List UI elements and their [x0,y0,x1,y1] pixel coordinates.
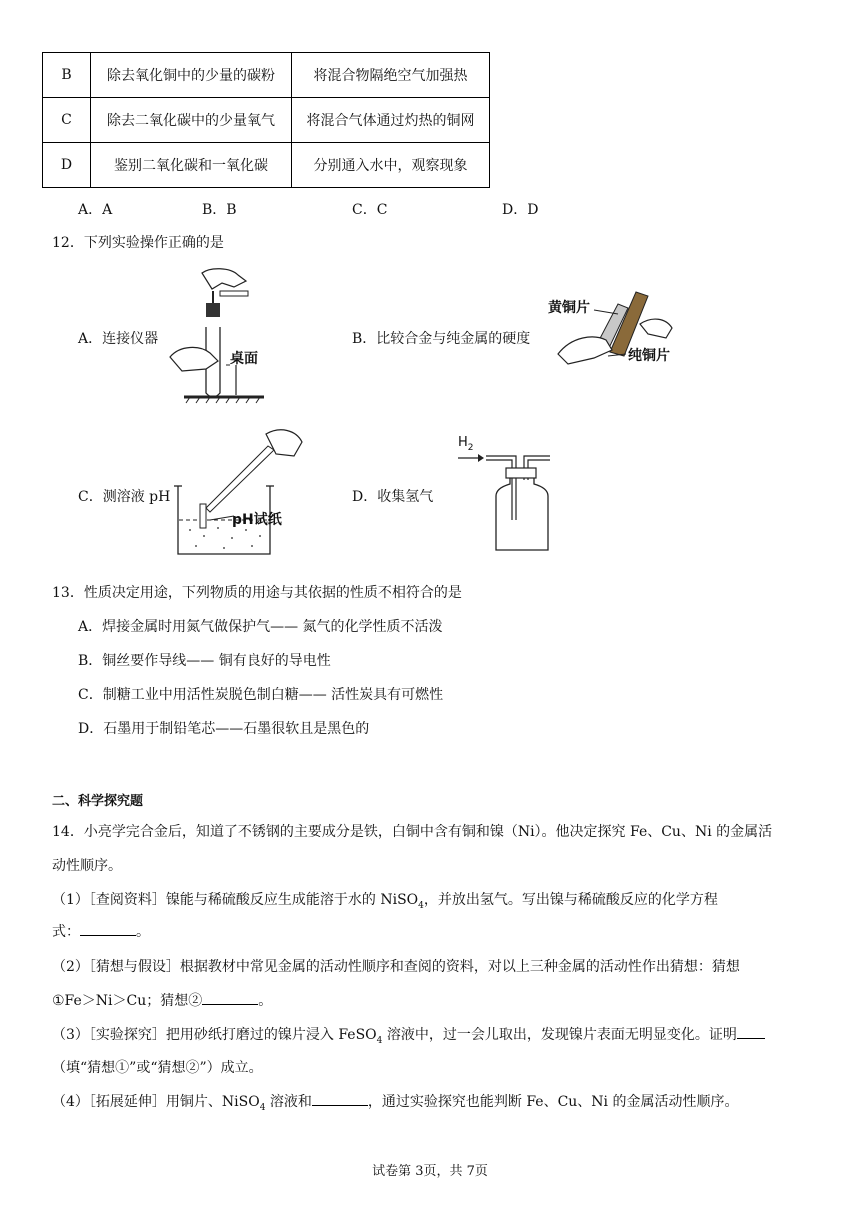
hardness-compare-figure [548,284,678,374]
q14-line-2: 动性顺序。 [52,858,122,874]
table-row [43,143,490,188]
q14-part-2-cont: ①Fe＞Ni＞Cu；猜想② 。 [52,993,273,1009]
q11-choice-a: A．A [78,202,113,218]
q14-part-3: （3）［实验探究］把用砂纸打磨过的镍片浸入 FeSO$_4$ 溶液中，过一会儿取出，发现镍片表面无明显变化。证明 [52,1024,765,1046]
ph-paper-label: pH试纸 [232,512,282,528]
table-surface-label: 桌面 [230,351,258,367]
q14-part-2: （2）［猜想与假设］根据教材中常见金属的活动性顺序和查阅的资料，对以上三种金属的活动性作出猜想：猜想 [52,959,740,975]
table-cell: 分别通入水中，观察现象 [292,143,490,188]
copper-label: 纯铜片 [628,348,670,364]
q13-stem: 13．性质决定用途，下列物质的用途与其依据的性质不相符合的是 [52,585,462,601]
answer-blank[interactable] [202,1003,258,1005]
q11-choice-d: D．D [502,202,539,218]
q14-part-1-answer: 式： 。 [52,924,150,940]
hydrogen-label: $H_2$ [458,435,474,453]
q14-part-1: （1）［查阅资料］镍能与稀硫酸反应生成能溶于水的 NiSO$_4$，并放出氢气。写出镍与稀硫酸反应的化学方程 [52,892,718,911]
q14-part-3-cont: （填“猜想①”或“猜想②”）成立。 [52,1060,263,1076]
q14-line-1: 14．小亮学完合金后，知道了不锈钢的主要成分是铁，白铜中含有铜和镍（Ni）。他决定探究 Fe、Cu、Ni 的金属活 [52,824,773,840]
q12-option-c: C．测溶液 pH [78,489,171,505]
collect-hydrogen-figure [454,432,558,556]
table-cell: D [43,143,91,188]
answer-blank[interactable] [80,934,136,936]
table-cell: 除去二氧化碳中的少量氧气 [91,98,292,143]
q12-stem: 12．下列实验操作正确的是 [52,235,224,251]
q13-option-b: B．铜丝要作导线—— 铜有良好的导电性 [78,653,331,669]
table-cell: C [43,98,91,143]
ph-test-figure [170,424,310,564]
q13-option-c: C．制糖工业中用活性炭脱色制白糖—— 活性炭具有可燃性 [78,687,444,703]
answer-blank[interactable] [312,1104,368,1106]
q11-choice-c: C．C [352,202,388,218]
q13-option-d: D．石墨用于制铅笔芯——石墨很软且是黑色的 [78,721,370,737]
q13-option-a: A．焊接金属时用氮气做保护气—— 氮气的化学性质不活泼 [78,619,443,635]
q12-option-d: D．收集氢气 [352,489,434,505]
table-row [43,98,490,143]
table-cell: 将混合物隔绝空气加强热 [292,53,490,98]
table-cell: 除去氧化铜中的少量的碳粉 [91,53,292,98]
table-row [43,53,490,98]
table-cell: 鉴别二氧化碳和一氧化碳 [91,143,292,188]
table-cell: 将混合气体通过灼热的铜网 [292,98,490,143]
q12-option-b: B．比较合金与纯金属的硬度 [352,331,531,347]
brass-label: 黄铜片 [548,300,590,316]
section-heading: 二、科学探究题 [52,794,144,809]
q14-part-4: （4）［拓展延伸］用铜片、NiSO$_4$ 溶液和 ，通过实验探究也能判断 Fe、Cu、Ni 的金属活动性顺序。 [52,1094,739,1113]
q12-option-a: A．连接仪器 [78,331,159,347]
page-footer: 试卷第 3页，共 7页 [372,1164,488,1179]
connect-apparatus-figure [160,265,270,410]
table-cell: B [43,53,91,98]
answer-blank[interactable] [737,1037,765,1039]
options-table [42,52,490,188]
q11-choice-b: B．B [202,202,237,218]
